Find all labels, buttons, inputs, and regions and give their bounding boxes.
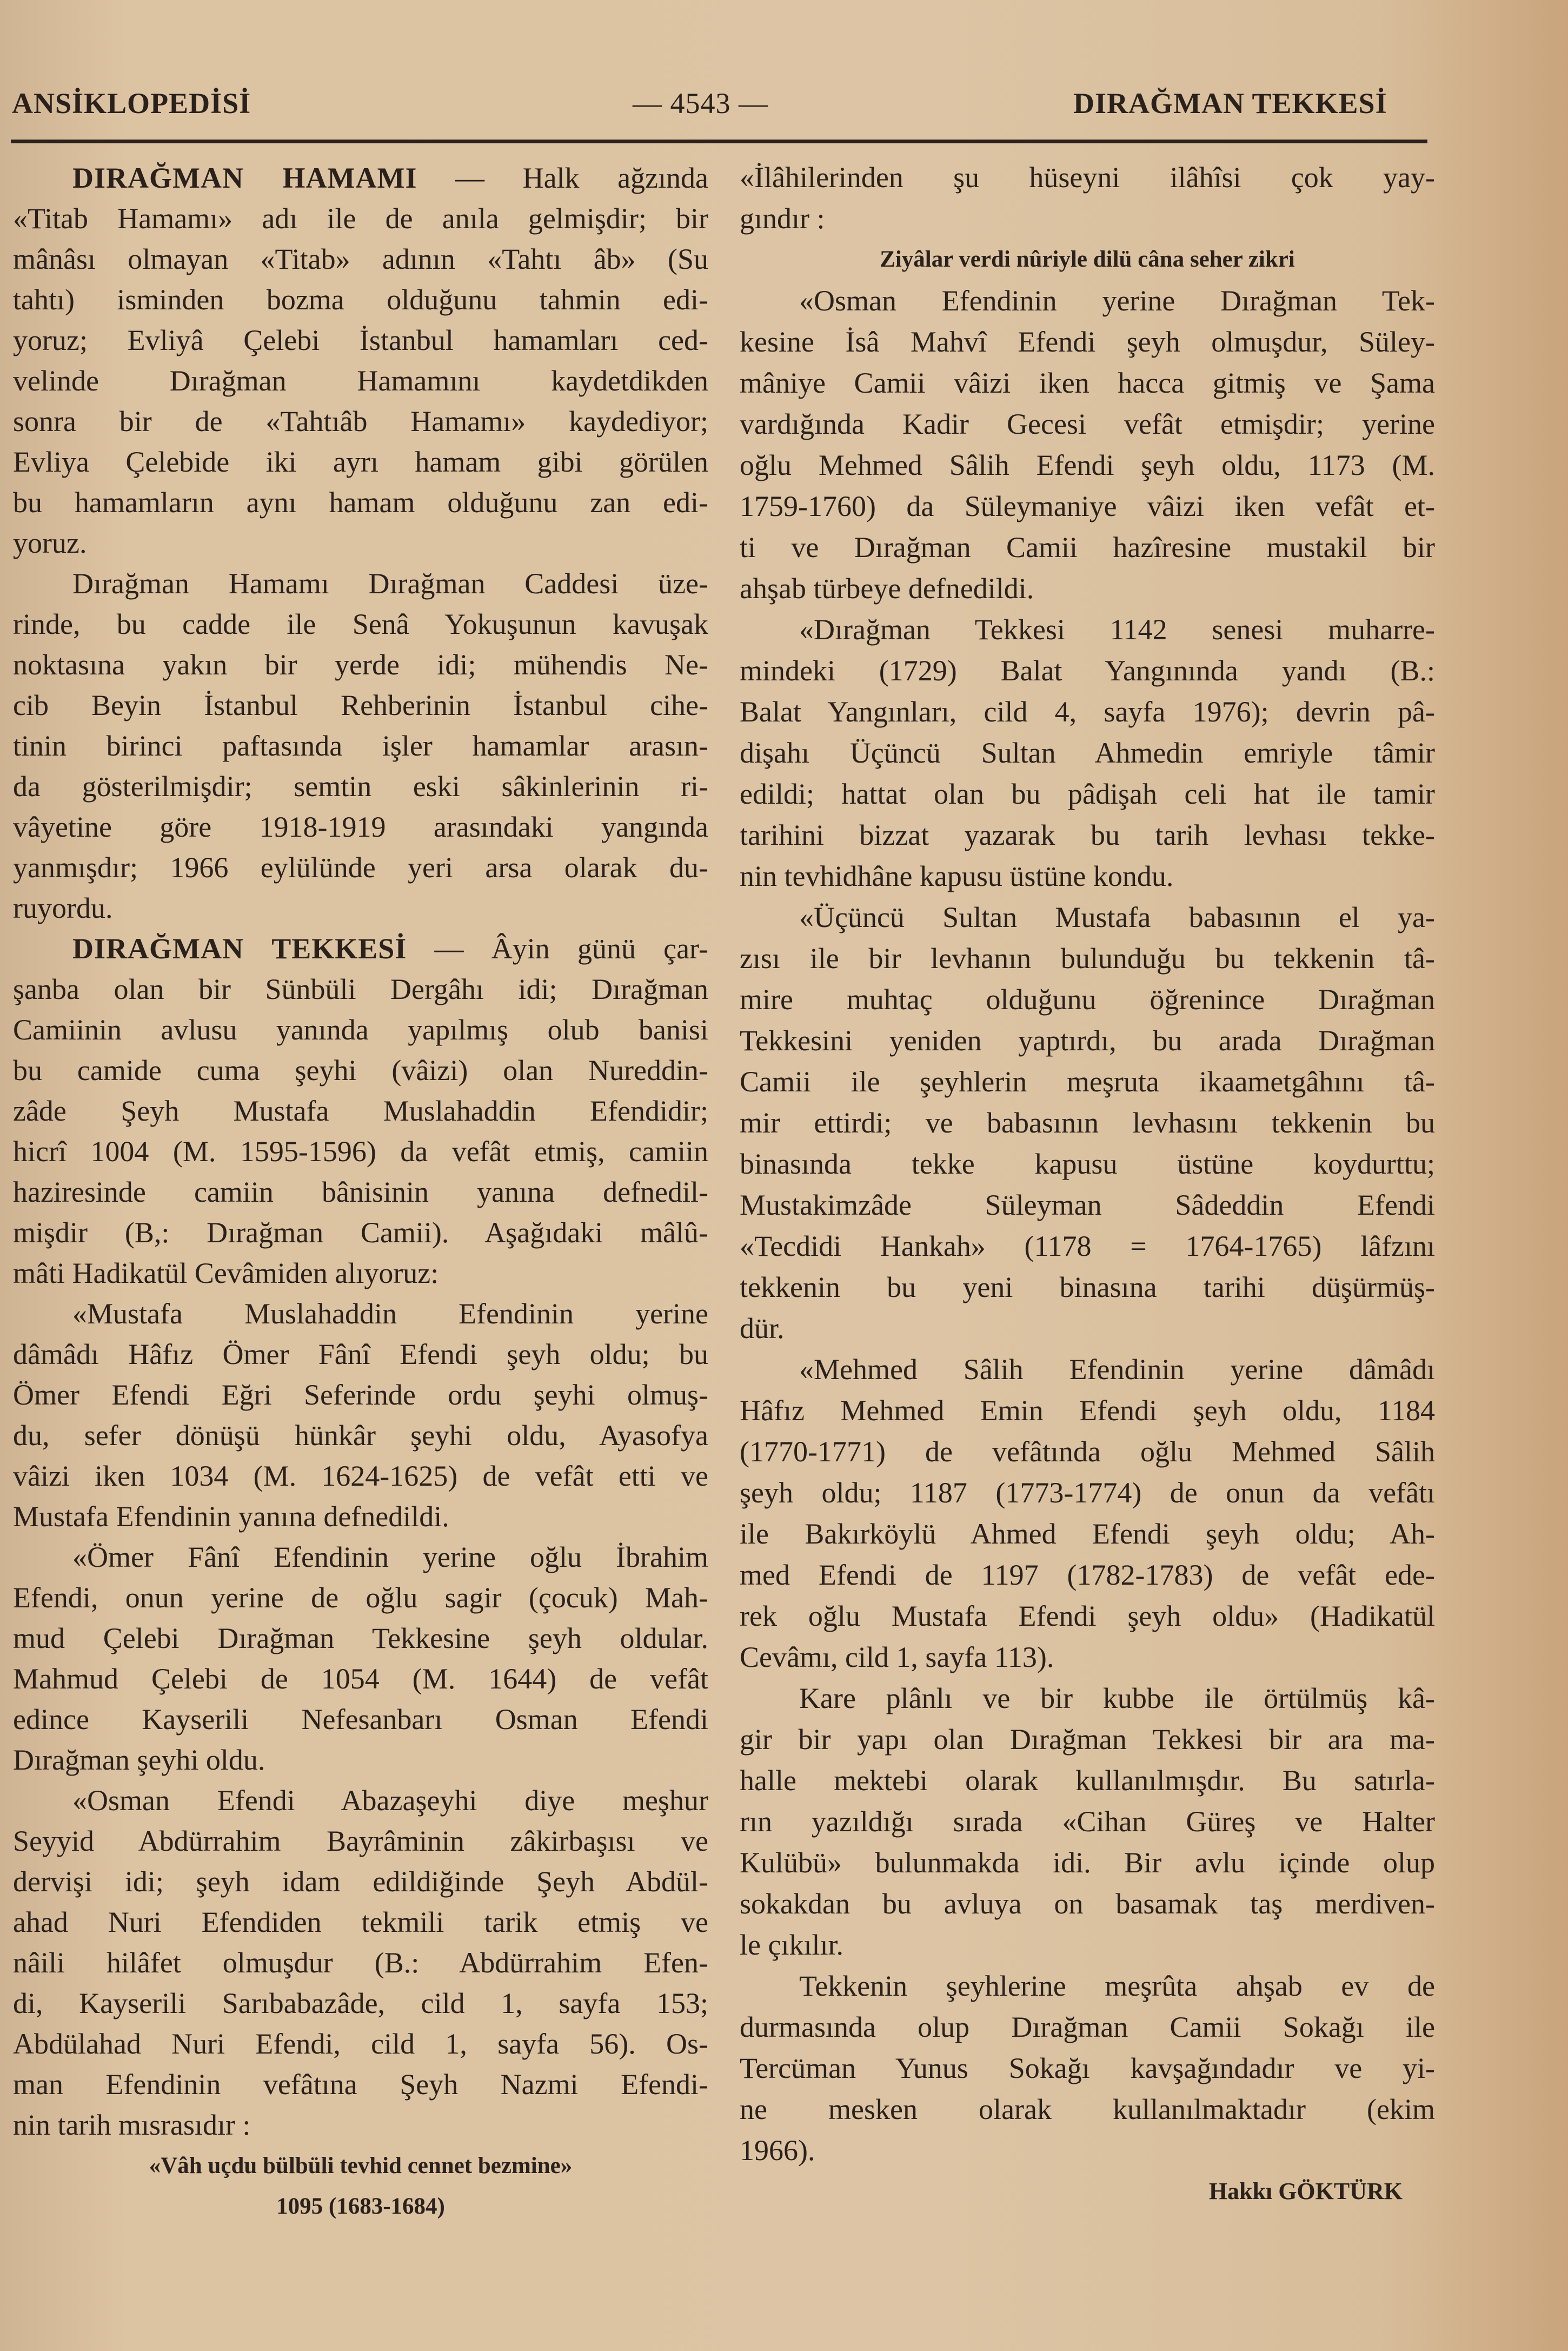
text-line: mâniye Camii vâizi iken hacca gitmiş ve Şama (740, 367, 1435, 399)
left-column (13, 158, 708, 2227)
text-line: Balat Yangınları, cild 4, sayfa 1976); devrin pâ- (740, 696, 1435, 728)
text-line: binasında tekke kapusu üstüne koydurttu; (740, 1148, 1435, 1180)
text-line: mişdir (B,: Dırağman Camii). Aşağıdaki mâlû- (13, 1216, 708, 1249)
text-line: Hâfız Mehmed Emin Efendi şeyh oldu, 1184 (740, 1394, 1435, 1427)
text-line: haziresinde camiin bânisinin yanına defnedil- (13, 1176, 708, 1208)
entry-text: — Halk ağzında (417, 162, 708, 194)
text-line: mindeki (1729) Balat Yangınında yandı (B.: (740, 654, 1435, 687)
text-line (13, 929, 708, 969)
text-line: mânâsı olmayan «Titab» adının «Tahtı âb» (Su (13, 243, 708, 275)
text-line: Kulübü» bulunmakda idi. Bir avlu içinde olup (740, 1846, 1435, 1879)
text-line: vardığında Kadir Gecesi vefât etmişdir; yerine (740, 408, 1435, 440)
text-line: bu camide cuma şeyhi (vâizi) olan Nureddin- (13, 1054, 708, 1087)
text-line: Dırağman şeyhi oldu. (13, 1744, 265, 1776)
verse-line: «Vâh uçdu bülbüli tevhid cennet bezmine» (149, 2153, 573, 2178)
text-line: tekkenin bu yeni binasına tarihi düşürmüş- (740, 1271, 1435, 1303)
text-line: ahad Nuri Efendiden tekmili tarik etmiş ve (13, 1906, 708, 1938)
entry-heading: DIRAĞMAN HAMAMI (72, 162, 417, 194)
author-signature: Hakkı GÖKTÜRK (1208, 2178, 1403, 2204)
text-line: mir ettirdi; ve babasının levhasını tekkenin bu (740, 1107, 1435, 1139)
text-line: Tekkenin şeyhlerine meşrûta ahşab ev de (799, 1970, 1435, 2002)
text-line: durmasında olup Dırağman Camii Sokağı ile (740, 2011, 1435, 2043)
text-line: şeyh oldu; 1187 (1773-1774) de onun da vefâtı (740, 1476, 1435, 1509)
text-line: med Efendi de 1197 (1782-1783) de vefât ede- (740, 1559, 1435, 1591)
text-line: «Üçüncü Sultan Mustafa babasının el ya- (799, 901, 1435, 933)
text-line: nin tarih mısrasıdır : (13, 2109, 251, 2141)
text-line: noktasına yakın bir yerde idi; mühendis Ne- (13, 648, 708, 681)
verse-line: 1095 (1683-1684) (276, 2194, 445, 2219)
text-line: «Dırağman Tekkesi 1142 senesi muharre- (799, 613, 1435, 646)
text-line: yanmışdır; 1966 eylülünde yeri arsa olarak du- (13, 851, 708, 884)
text-line: tahtı) isminden bozma olduğunu tahmin edi- (13, 283, 708, 316)
text-line: Camiinin avlusu yanında yapılmış olub banisi (13, 1014, 708, 1046)
text-line: «Ömer Fânî Efendinin yerine oğlu İbrahim (72, 1541, 708, 1573)
page-number: — 4543 — (633, 87, 768, 120)
text-line: mire muhtaç olduğunu öğrenince Dırağman (740, 983, 1435, 1016)
text-line: ne mesken olarak kullanılmaktadır (ekim (740, 2093, 1435, 2125)
text-line: zısı ile bir levhanın bulunduğu bu tekkenin tâ- (740, 942, 1435, 975)
text-line: vâizi iken 1034 (M. 1624-1625) de vefât etti ve (13, 1460, 708, 1492)
text-line: vâyetine göre 1918-1919 arasındaki yangında (13, 811, 708, 843)
text-line: ti ve Dırağman Camii hazîresine mustakil bir (740, 531, 1435, 564)
entry-text: — Âyin günü çar- (407, 932, 708, 965)
text-line: yoruz. (13, 527, 87, 559)
text-line: rın yazıldığı sırada «Cihan Güreş ve Halter (740, 1805, 1435, 1838)
right-column (740, 157, 1435, 2212)
text-line: sonra bir de «Tahtıâb Hamamı» kaydediyor; (13, 405, 708, 438)
text-line: Mahmud Çelebi de 1054 (M. 1644) de vefât (13, 1663, 708, 1695)
text-line: 1759-1760) da Süleymaniye vâizi iken vefât et- (740, 490, 1435, 522)
text-line: Mustakimzâde Süleyman Sâdeddin Efendi (740, 1189, 1435, 1221)
text-line: ahşab türbeye defnedildi. (740, 572, 1034, 605)
text-line: şanba olan bir Sünbüli Dergâhı idi; Dırağman (13, 973, 708, 1005)
text-line: kesine İsâ Mahvî Efendi şeyh olmuşdur, Süley- (740, 326, 1435, 358)
text-line: gındır : (740, 202, 825, 235)
text-line: Camii ile şeyhlerin meşruta ikaametgâhını tâ- (740, 1065, 1435, 1098)
text-line: Tercüman Yunus Sokağı kavşağındadır ve yi- (740, 2052, 1435, 2084)
entry-heading: DIRAĞMAN TEKKESİ (72, 932, 407, 965)
text-line: (1770-1771) de vefâtında oğlu Mehmed Sâlih (740, 1435, 1435, 1468)
text-line: dervişi idi; şeyh idam edildiğinde Şeyh Abdül- (13, 1865, 708, 1898)
text-line: hicrî 1004 (M. 1595-1596) da vefât etmiş, camiin (13, 1135, 708, 1168)
text-line: rinde, bu cadde ile Senâ Yokuşunun kavuşak (13, 608, 708, 640)
text-line: zâde Şeyh Mustafa Muslahaddin Efendidir; (13, 1095, 708, 1127)
text-line: tinin birinci paftasında işler hamamlar arasın- (13, 730, 708, 762)
running-header-right: DIRAĞMAN TEKKESİ (1073, 87, 1387, 120)
text-line: oğlu Mehmed Sâlih Efendi şeyh oldu, 1173 (M. (740, 449, 1435, 481)
text-line: ruyordu. (13, 892, 113, 924)
text-line: dişahı Üçüncü Sultan Ahmedin emriyle tâmir (740, 737, 1435, 769)
text-line: 1966). (740, 2134, 815, 2167)
text-line: Seyyid Abdürrahim Bayrâminin zâkirbaşısı ve (13, 1825, 708, 1857)
text-line: «Titab Hamamı» adı ile de anıla gelmişdir; bir (13, 202, 708, 235)
text-line: dür. (740, 1312, 785, 1345)
text-line (13, 158, 708, 198)
text-line: Kare plânlı ve bir kubbe ile örtülmüş kâ- (799, 1682, 1435, 1714)
text-line: ile Bakırköylü Ahmed Efendi şeyh oldu; Ah- (740, 1518, 1435, 1550)
text-line: velinde Dırağman Hamamını kaydetdikden (13, 365, 708, 397)
text-line: «Mehmed Sâlih Efendinin yerine dâmâdı (799, 1353, 1435, 1386)
text-line: «Mustafa Muslahaddin Efendinin yerine (72, 1297, 708, 1330)
text-line: edildi; hattat olan bu pâdişah celi hat ile tamir (740, 778, 1435, 810)
text-line: rek oğlu Mustafa Efendi şeyh oldu» (Hadikatül (740, 1600, 1435, 1632)
text-line: «İlâhilerinden şu hüseyni ilâhîsi çok yay- (740, 161, 1435, 194)
text-line: gir bir yapı olan Dırağman Tekkesi bir ara ma- (740, 1723, 1435, 1756)
text-line: Dırağman Hamamı Dırağman Caddesi üze- (72, 567, 708, 600)
text-line: «Osman Efendinin yerine Dırağman Tek- (799, 284, 1435, 317)
text-line: cib Beyin İstanbul Rehberinin İstanbul cihe- (13, 689, 708, 721)
text-line: mud Çelebi Dırağman Tekkesine şeyh oldular. (13, 1622, 708, 1654)
text-line: le çıkılır. (740, 1929, 843, 1961)
text-line: tarihini bizzat yazarak bu tarih levhası tekke- (740, 819, 1435, 851)
text-line: man Efendinin vefâtına Şeyh Nazmi Efendi- (13, 2068, 708, 2101)
text-line: Tekkesini yeniden yaptırdı, bu arada Dırağman (740, 1024, 1435, 1057)
text-line: dâmâdı Hâfız Ömer Fânî Efendi şeyh oldu; bu (13, 1338, 708, 1370)
text-line: «Osman Efendi Abazaşeyhi diye meşhur (72, 1784, 708, 1817)
text-line: edince Kayserili Nefesanbarı Osman Efendi (13, 1703, 708, 1736)
text-line: nâili hilâfet olmuşdur (B.: Abdürrahim Efen- (13, 1946, 708, 1979)
text-line: yoruz; Evliyâ Çelebi İstanbul hamamları ced- (13, 324, 708, 356)
text-line: mâti Hadikatül Cevâmiden alıyoruz: (13, 1257, 439, 1289)
text-line: Efendi, onun yerine de oğlu sagir (çocuk) Mah- (13, 1581, 708, 1614)
text-line: Abdülahad Nuri Efendi, cild 1, sayfa 56). Os- (13, 2028, 708, 2060)
text-line: Cevâmı, cild 1, sayfa 113). (740, 1641, 1054, 1673)
text-line: bu hamamların aynı hamam olduğunu zan edi- (13, 486, 708, 519)
text-line: sokakdan bu avluya on basamak taş merdiven- (740, 1888, 1435, 1920)
header-rule (11, 140, 1427, 143)
text-line: «Tecdidi Hankah» (1178 = 1764-1765) lâfzını (740, 1230, 1435, 1262)
text-line: nin tevhidhâne kapusu üstüne kondu. (740, 860, 1174, 892)
text-line: da gösterilmişdir; semtin eski sâkinlerinin ri- (13, 770, 708, 803)
running-header-left: ANSİKLOPEDİSİ (12, 87, 251, 120)
text-line: Mustafa Efendinin yanına defnedildi. (13, 1500, 449, 1533)
text-line: Evliya Çelebide iki ayrı hamam gibi görülen (13, 446, 708, 478)
text-line: du, sefer dönüşü hünkâr şeyhi oldu, Ayasofya (13, 1419, 708, 1452)
verse-line: Ziyâlar verdi nûriyle dilü câna seher zikri (880, 247, 1295, 272)
text-line: di, Kayserili Sarıbabazâde, cild 1, sayfa 153; (13, 1987, 708, 2019)
text-line: Ömer Efendi Eğri Seferinde ordu şeyhi olmuş- (13, 1379, 708, 1411)
text-line: halle mektebi olarak kullanılmışdır. Bu satırla- (740, 1764, 1435, 1797)
